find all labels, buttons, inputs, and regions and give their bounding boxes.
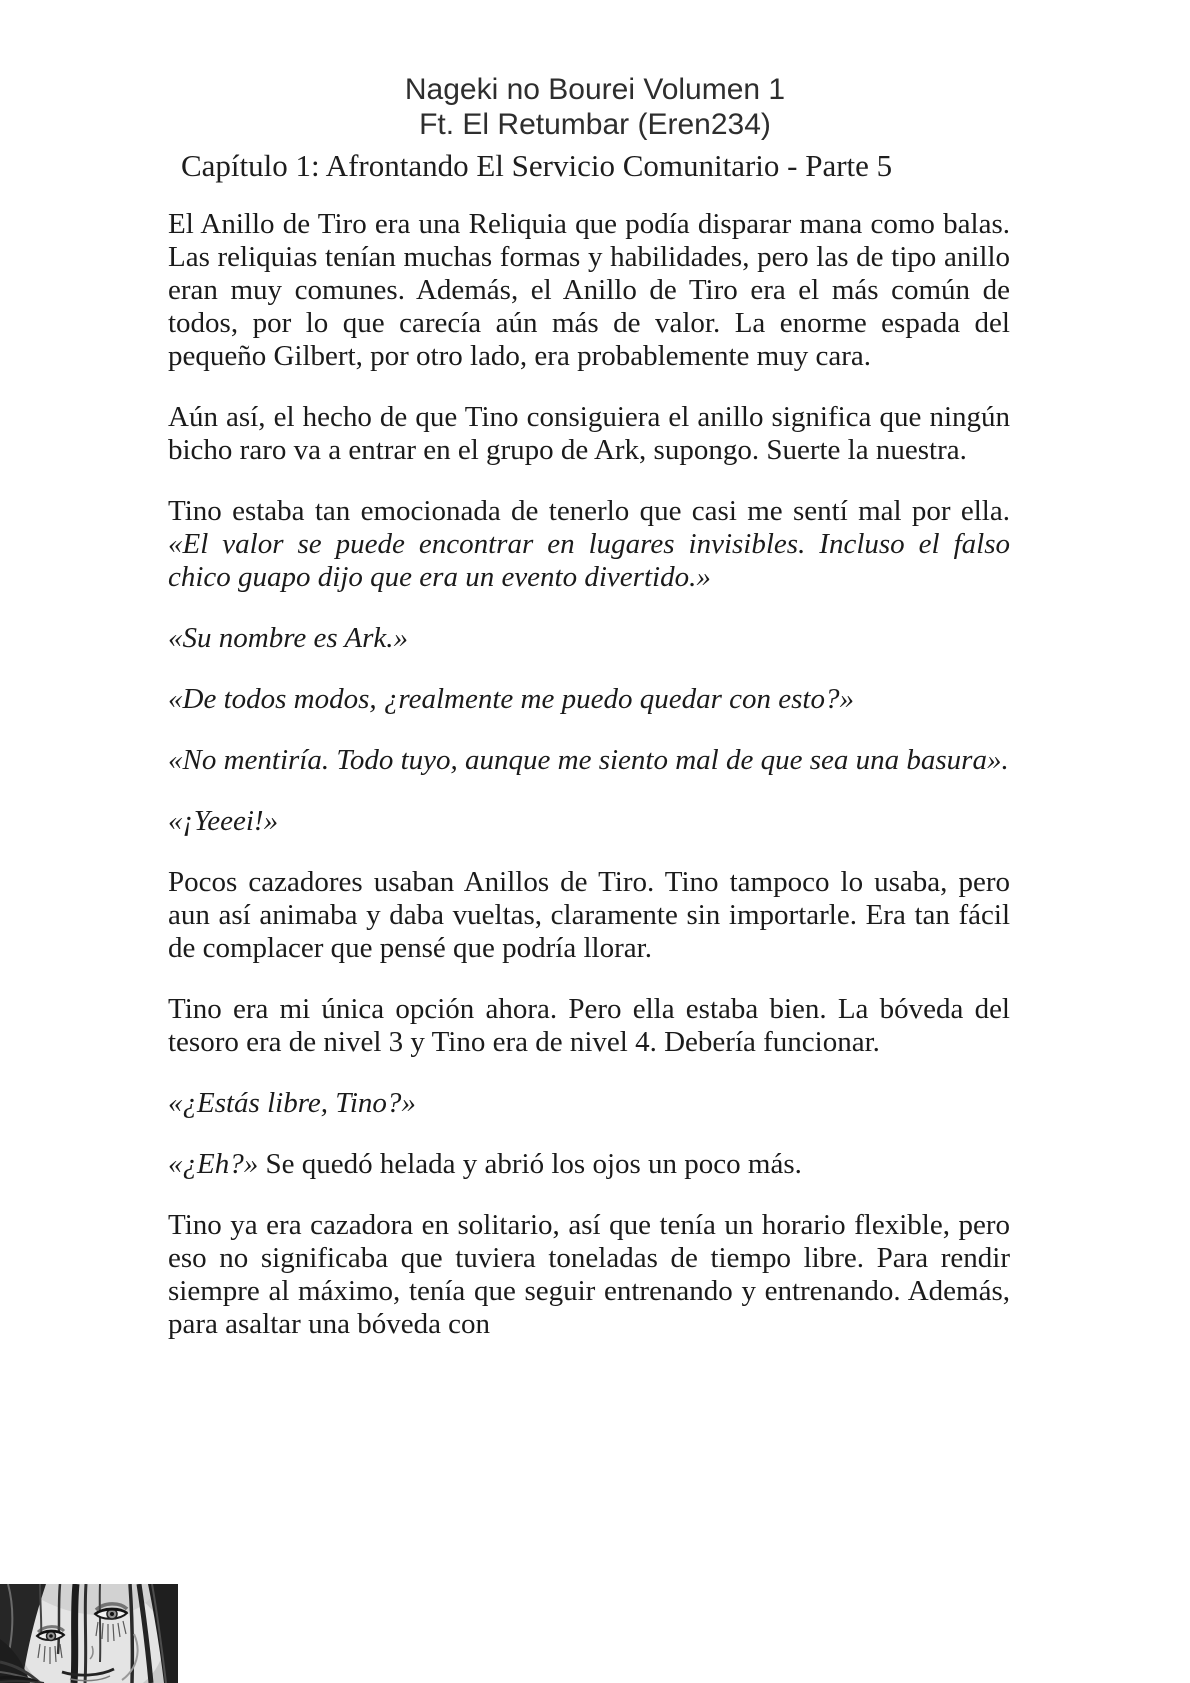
paragraph (168, 805, 1010, 838)
text-segment: «No mentiría. Todo tuyo, aunque me siento mal de que sea una basura». (168, 744, 1009, 776)
manga-face-image (0, 1584, 178, 1683)
text-segment: «¡Yeeei!» (168, 805, 279, 837)
text-segment: «De todos modos, ¿realmente me puedo quedar con esto?» (168, 683, 854, 715)
paragraph (168, 622, 1010, 655)
text-segment: «¿Estás libre, Tino?» (168, 1087, 416, 1119)
series-title: Nageki no Bourei Volumen 1 (404, 73, 786, 106)
content-column (168, 148, 1010, 1341)
text-segment: Tino era mi única opción ahora. Pero ella estaba bien. La bóveda del tesoro era de nivel 3 y Tino era de nivel 4. Debería funcionar. (168, 993, 1010, 1058)
text-segment: «El valor se puede encontrar en lugares invisibles. Incluso el falso chico guapo dijo que era un evento divertido.» (168, 528, 1010, 593)
credit-line: Ft. El Retumbar (Eren234) (419, 108, 771, 141)
text-segment: «¿Eh?» (168, 1148, 266, 1180)
text-segment: Se quedó helada y abrió los ojos un poco más. (265, 1148, 802, 1180)
paragraph (168, 683, 1010, 716)
paragraph (168, 208, 1010, 373)
text-segment: Aún así, el hecho de que Tino consiguiera el anillo significa que ningún bicho raro va a entrar en el grupo de Ark, supongo. Suerte la nuestra. (168, 401, 1010, 466)
chapter-title: Capítulo 1: Afrontando El Servicio Comunitario - Parte 5 (181, 148, 893, 183)
body-text (168, 208, 1010, 1341)
text-segment: «Su nombre es Ark.» (168, 622, 409, 654)
paragraph (168, 1209, 1010, 1341)
text-segment: Pocos cazadores usaban Anillos de Tiro. Tino tampoco lo usaba, pero aun así animaba y daba vueltas, claramente sin importarle. Era tan fácil de complacer que pensé que podría llorar. (168, 866, 1010, 964)
text-segment: Tino ya era cazadora en solitario, así que tenía un horario flexible, pero eso no significaba que tuviera toneladas de tiempo libre. Para rendir siempre al máximo, tenía que seguir entrenando y entrenando. Además, para asaltar una bóveda con (168, 1209, 1010, 1340)
eren-manga-face-drawing (0, 1584, 178, 1683)
paragraph (168, 744, 1010, 777)
paragraph (168, 401, 1010, 467)
paragraph (168, 866, 1010, 965)
text-segment: El Anillo de Tiro era una Reliquia que podía disparar mana como balas. Las reliquias tenían muchas formas y habilidades, pero las de tipo anillo eran muy comunes. Además, el Anillo de Tiro era el más común de todos, por lo que carecía aún más de valor. La enorme espada del pequeño Gilbert, por otro lado, era probablemente muy cara. (168, 208, 1010, 372)
paragraph (168, 1148, 1010, 1181)
paragraph (168, 1087, 1010, 1120)
text-segment: Tino estaba tan emocionada de tenerlo que casi me sentí mal por ella. (168, 495, 1010, 527)
page-header (0, 0, 1190, 142)
paragraph (168, 993, 1010, 1059)
paragraph (168, 495, 1010, 594)
